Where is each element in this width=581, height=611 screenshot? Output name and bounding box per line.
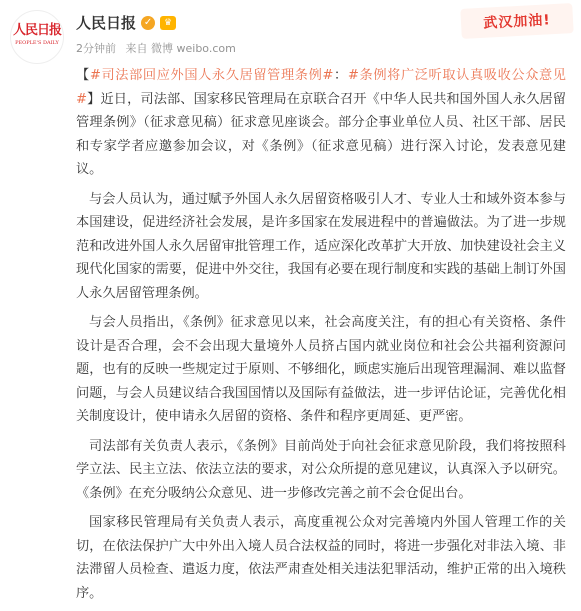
paragraph-3: 与会人员指出，《条例》征求意见以来，社会高度关注，有的担心有关资格、条件设计是否合理，会不会出现大量境外人员挤占国内就业岗位和社会公共福利资源问题，也有的反映一些规定过于原则、不够细化，顾虑实施后出现管理漏洞、难以监督问题，与会人员建议结合我国国情以及国际有益做法，进一步评估论证，完善优化相关制度设计，使申请永久居留的资格、条件和程序更周延、更严密。 [76,315,566,424]
post-meta [76,40,242,56]
stamp-text: 武汉加油! [482,12,552,32]
bracket-close: 】 [87,91,101,107]
bracket-open: 【 [76,68,90,83]
post-header [0,0,581,70]
account-name-row [76,12,176,33]
post-content [76,64,566,611]
avatar-logo-subtext: PEOPLE'S DAILY [15,40,59,46]
topic-sep: ： [333,68,348,83]
topic-link-2[interactable]: #条例将广泛听取认真吸收公众意见# [76,68,566,107]
paragraph-2: 与会人员认为，通过赋予外国人永久居留资格吸引人才、专业人士和域外资本参与本国建设，促进经济社会发展，是许多国家在发展进程中的普遍做法。为了进一步规范和改进外国人永久居留审批管理工作，适应深化改革扩大开放、加快建设社会主义现代化国家的需要，促进中外交往，我国有必要在现行制度和实践的基础上制订外国人永久居留管理条例。 [76,191,566,301]
paragraph-lead [76,64,566,182]
topic-link-1[interactable]: #司法部回应外国人永久居留管理条例# [89,68,334,83]
account-name[interactable]: 人民日报 [76,14,137,32]
post-time[interactable]: 2分钟前 [76,42,116,55]
verified-v-icon[interactable]: ✓ [141,16,155,30]
member-badge-icon[interactable]: ♛ [160,16,176,30]
avatar[interactable] [10,10,64,64]
wuhan-stamp [460,3,573,39]
paragraph-4: 司法部有关负责人表示，《条例》目前尚处于向社会征求意见阶段，我们将按照科学立法、民主立法、依法立法的要求，对公众所提的意见建议，认真深入予以研究。《条例》在充分吸纳公众意见、进一步修改完善之前不会仓促出台。 [76,438,566,501]
paragraph-5: 国家移民管理局有关负责人表示，高度重视公众对完善境内外国人管理工作的关切，在依法保护广大中外出入境人员合法权益的同时，将进一步强化对非法入境、非法滞留人员检查、遣返力度，依法严肃查处相关违法犯罪活动，维护正常的出入境秩序。 [76,515,566,601]
post-source[interactable]: 来自 微博 weibo.com [125,42,236,55]
avatar-logo [13,24,61,50]
avatar-logo-text: 人民日报 [12,23,61,38]
lead-text: 近日，司法部、国家移民管理局在京联合召开《中华人民共和国外国人永久居留管理条例》（征求意见稿）征求意见座谈会。部分企事业单位人员、社区干部、居民和专家学者应邀参加会议，对《条例》（征求意见稿）进行深入讨论，发表意见建议。 [76,91,566,177]
